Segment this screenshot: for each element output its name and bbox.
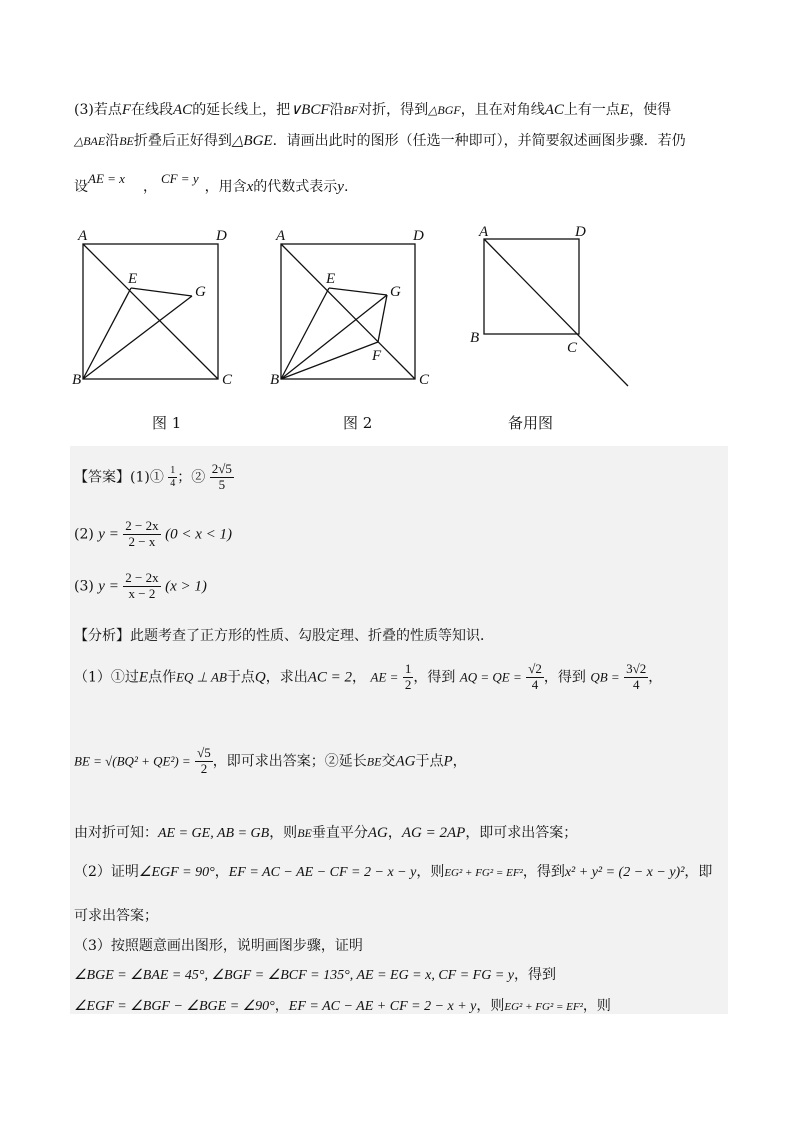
- fig1-label-e: E: [128, 271, 138, 287]
- fig1-label-b: B: [72, 372, 82, 388]
- fig2-label-c: C: [419, 372, 430, 388]
- fig1-label-c: C: [222, 372, 233, 388]
- fig2-segment-gf: [378, 295, 387, 342]
- fig2-label-e: E: [326, 271, 336, 287]
- answer-line-2: (2) y = $\frac{2 - 2x}{2 - x}$ (0 < x < 1): [74, 518, 232, 549]
- analysis-line-4: （2）证明∠EGF = 90°，EF = AC − AE − CF = 2 − x − y，则EG² + FG² = EF²，得到x² + y² = (2 − x − y)²，即: [74, 864, 713, 880]
- fig3-diagonal-extended: [484, 239, 628, 386]
- answer-2-fraction: $\frac{2√5}{5}$: [211, 461, 232, 492]
- fig1-label-d: D: [216, 228, 227, 244]
- ae-fraction: $\frac{1}{2}$: [404, 661, 412, 692]
- analysis-line-5: 可求出答案；: [74, 908, 158, 924]
- fig1-segment-eg: [131, 288, 192, 296]
- question-line-2: △BAE沿BE折叠后正好得到△BGE．请画出此时的图形（任选一种即可），并简要叙述画图步骤．若仍: [74, 133, 686, 149]
- answer-1-fraction: $\frac{1}{4}$: [170, 465, 176, 489]
- aq-fraction: $\frac{√2}{4}$: [528, 661, 542, 692]
- analysis-line-3: 由对折可知：AE = GE, AB = GB，则BE垂直平分AG，AG = 2AP，即可求出答案；: [74, 825, 578, 841]
- analysis-line-8: ∠EGF = ∠BGF − ∠BGE = ∠90°，EF = AC − AE + CF = 2 − x + y，则EG² + FG² = EF²，则: [74, 998, 611, 1014]
- fig2-label-a: A: [276, 228, 286, 244]
- fig2-label-f: F: [372, 348, 382, 364]
- fig1-segment-be: [83, 288, 131, 379]
- fig3-label-d: D: [575, 224, 586, 240]
- caption-figure-1: 图 1: [152, 414, 182, 432]
- fig2-diagonal-ac: [281, 244, 415, 379]
- fig3-label-c: C: [567, 340, 578, 356]
- fig2-segment-bg: [281, 295, 387, 379]
- answer-line-1: 【答案】(1)① $\frac{1}{4}$ ；② $\frac{2√5}{5}$: [74, 461, 232, 492]
- analysis-line-2: BE = √(BQ² + QE²) = $\frac{√5}{2}$ ，即可求出答案；②延长BE交AG于点P，: [74, 745, 467, 776]
- be-fraction: $\frac{√5}{2}$: [197, 745, 211, 776]
- fig2-label-b: B: [270, 372, 280, 388]
- caption-spare-figure: 备用图: [508, 414, 554, 432]
- fig2-segment-eg: [329, 288, 387, 295]
- answer-3-formula: $\frac{2 - 2x}{x - 2}$: [125, 570, 159, 601]
- fig3-label-a: A: [479, 224, 489, 240]
- fig1-label-a: A: [78, 228, 88, 244]
- analysis-intro: 【分析】此题考查了正方形的性质、勾股定理、折叠的性质等知识．: [74, 628, 494, 644]
- caption-figure-2: 图 2: [343, 414, 373, 432]
- question-line-3: 设AE = x，CF = y，用含x的代数式表示y.: [74, 171, 349, 195]
- answer-line-3: (3) y = $\frac{2 - 2x}{x - 2}$ (x > 1): [74, 570, 207, 601]
- fig2-segment-bf: [281, 342, 378, 379]
- analysis-line-7: ∠BGE = ∠BAE = 45°, ∠BGF = ∠BCF = 135°, AE = EG = x, CF = FG = y，得到: [74, 967, 556, 983]
- answer-2-formula: $\frac{2 - 2x}{2 - x}$: [125, 518, 159, 549]
- fig1-diagonal-ac: [83, 244, 218, 379]
- fig1-label-g: G: [195, 284, 206, 300]
- fig2-segment-be: [281, 288, 329, 379]
- question-line-1: (3)若点F在线段AC的延长线上，把∨BCF沿BF对折，得到△BGF，且在对角线AC上有一点E，使得: [74, 102, 672, 118]
- fig2-label-g: G: [390, 284, 401, 300]
- qb-fraction: $\frac{3√2}{4}$: [626, 661, 647, 692]
- fig2-label-d: D: [413, 228, 424, 244]
- analysis-line-6: （3）按照题意画出图形，说明画图步骤，证明: [74, 938, 363, 954]
- fig3-label-b: B: [470, 330, 480, 346]
- analysis-line-1: （1）①过E点作EQ ⊥ AB于点Q，求出AC = 2， AE = $\frac{1}{2}$ ，得到 AQ = QE = $\frac{√2}{4}$ ，得到 QB = $\frac{3√2}{4}$ ，: [74, 661, 663, 692]
